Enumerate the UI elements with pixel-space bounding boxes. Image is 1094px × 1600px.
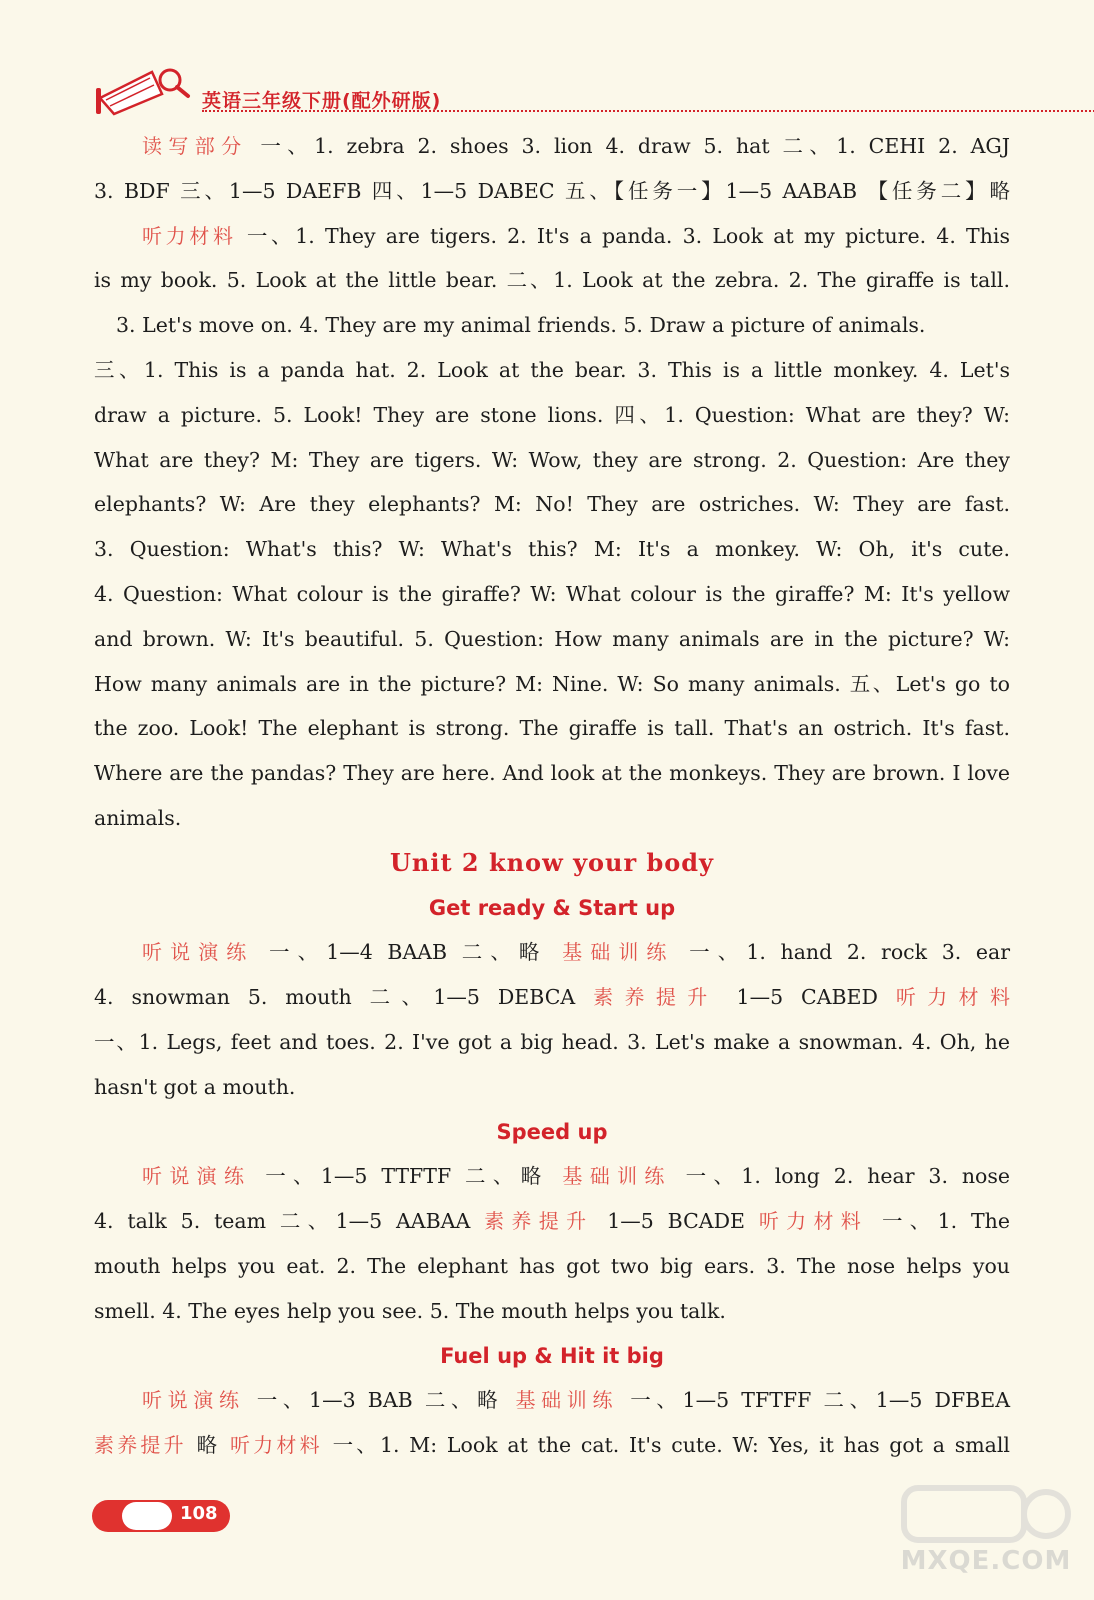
- footer-logo-icon: [122, 1502, 172, 1530]
- section-label: 听力材料: [230, 1433, 323, 1458]
- section-title: Get ready & Start up: [428, 895, 676, 920]
- text-line: [94, 1378, 1010, 1423]
- text-line: [94, 1154, 1010, 1199]
- text-line: [94, 1020, 1010, 1065]
- text-line: [94, 1244, 1010, 1289]
- answer-text: 略: [186, 1433, 231, 1458]
- answer-key-body: [94, 124, 1010, 1468]
- answer-text: 一、1—5 TTFTF 二、略: [251, 1164, 563, 1189]
- answer-text: 4. talk 5. team 二、1—5 AABAA: [94, 1209, 485, 1234]
- text-line: [94, 303, 1010, 348]
- answer-text: 一、1. They are tigers. 2. It's a panda. 3. Look at my picture. 4. This: [236, 223, 1011, 248]
- section-label: 素养提升: [94, 1433, 187, 1458]
- book-magnifier-logo-icon: [92, 58, 202, 118]
- answer-text: hasn't got a mouth.: [94, 1074, 296, 1099]
- section-label: 素养提升: [484, 1209, 594, 1234]
- text-line: [94, 617, 1010, 662]
- book-title: 英语三年级下册(配外研版): [202, 90, 442, 112]
- text-line: [94, 258, 1010, 303]
- page-number: 108: [180, 1503, 218, 1524]
- answer-text: 一、1. The: [868, 1209, 1010, 1234]
- header-dotted-rule: [202, 110, 1094, 112]
- section-label: 听说演练: [142, 1388, 245, 1413]
- answer-text: draw a picture. 5. Look! They are stone lions. 四、1. Question: What are they? W:: [94, 402, 1010, 427]
- section-label: 读写部分: [142, 134, 248, 158]
- answer-text: 3. Question: What's this? W: What's this? M: It's a monkey. W: Oh, it's cute.: [94, 537, 1010, 562]
- answer-text: 一、1. zebra 2. shoes 3. lion 4. draw 5. hat 二、1. CEHI 2. AGJ: [247, 134, 1010, 158]
- answer-text: Where are the pandas? They are here. And look at the monkeys. They are brown. I love: [94, 761, 1010, 786]
- page-header: [92, 58, 1022, 128]
- section-label: 基础训练: [562, 1164, 672, 1189]
- answer-text: animals.: [94, 805, 182, 830]
- answer-text: elephants? W: Are they elephants? M: No! They are ostriches. W: They are fast.: [94, 492, 1010, 517]
- answer-text: 一、1—4 BAAB 二、略: [254, 940, 563, 965]
- answer-text: and brown. W: It's beautiful. 5. Question: How many animals are in the picture? W:: [94, 626, 1010, 651]
- section-title: Fuel up & Hit it big: [440, 1343, 664, 1368]
- text-line: [94, 527, 1010, 572]
- text-line: [94, 124, 1010, 169]
- answer-text: 1—5 CABED: [718, 985, 896, 1010]
- answer-text: 一、1—3 BAB 二、略: [244, 1388, 516, 1413]
- answer-text: 4. Question: What colour is the giraffe? W: What colour is the giraffe? M: It's yellow: [94, 581, 1010, 606]
- unit-title: Unit 2 know your body: [389, 847, 714, 877]
- answer-text: 一、1. Legs, feet and toes. 2. I've got a big head. 3. Let's make a snowman. 4. Oh, he: [94, 1029, 1010, 1054]
- text-line: [94, 572, 1010, 617]
- text-line: [94, 1065, 1010, 1110]
- answer-text: What are they? M: They are tigers. W: Wow, they are strong. 2. Question: Are they: [94, 447, 1010, 472]
- answer-text: smell. 4. The eyes help you see. 5. The mouth helps you talk.: [94, 1298, 726, 1323]
- section-label: 基础训练: [562, 940, 675, 965]
- answer-text: 3. Let's move on. 4. They are my animal friends. 5. Draw a picture of animals.: [116, 313, 926, 338]
- section-label: 听力材料: [142, 223, 237, 248]
- watermark-logo-icon: [898, 1482, 1074, 1546]
- section-label: 听说演练: [142, 940, 255, 965]
- answer-text: 三、1. This is a panda hat. 2. Look at the bear. 3. This is a little monkey. 4. Let's: [94, 357, 1010, 382]
- answer-text: 一、1—5 TFTFF 二、1—5 DFBEA: [618, 1388, 1011, 1413]
- text-line: [94, 1199, 1010, 1244]
- answer-text: the zoo. Look! The elephant is strong. The giraffe is tall. That's an ostrich. It's fast.: [94, 716, 1010, 741]
- answer-text: is my book. 5. Look at the little bear. 二、1. Look at the zebra. 2. The giraffe is tall.: [94, 268, 1010, 293]
- text-line: [94, 1423, 1010, 1468]
- text-line: [94, 438, 1010, 483]
- text-line: [94, 930, 1010, 975]
- section-label: 听说演练: [142, 1164, 252, 1189]
- answer-text: 4. snowman 5. mouth 二、1—5 DEBCA: [94, 985, 594, 1010]
- answer-text: 3. BDF 三、1—5 DAEFB 四、1—5 DABEC 五、【任务一】1—5 AABAB 【任务二】略: [94, 178, 1010, 203]
- watermark-text: MXQE.COM: [900, 1546, 1072, 1576]
- text-line: [94, 169, 1010, 214]
- text-line: [94, 662, 1010, 707]
- answer-text: 1—5 BCADE: [593, 1209, 759, 1234]
- answer-text: How many animals are in the picture? M: Nine. W: So many animals. 五、Let's go to: [94, 671, 1010, 696]
- text-line: [94, 706, 1010, 751]
- answer-text: 一、1. M: Look at the cat. It's cute. W: Yes, it has got a small: [322, 1433, 1010, 1458]
- section-label: 基础训练: [515, 1388, 619, 1413]
- section-label: 听力材料: [758, 1209, 869, 1234]
- page-footer: [92, 1498, 232, 1534]
- text-line: [94, 1289, 1010, 1334]
- answer-text: 一、1. long 2. hear 3. nose: [671, 1164, 1011, 1189]
- text-line: [94, 751, 1010, 796]
- text-line: [94, 796, 1010, 841]
- section-label: 听力材料: [895, 985, 1011, 1010]
- text-line: [94, 393, 1010, 438]
- text-line: [94, 975, 1010, 1020]
- section-label: 素养提升: [593, 985, 719, 1010]
- section-title: Speed up: [496, 1119, 608, 1144]
- text-line: [94, 482, 1010, 527]
- answer-text: 一、1. hand 2. rock 3. ear: [674, 940, 1011, 965]
- site-watermark: [898, 1482, 1074, 1594]
- answer-text: mouth helps you eat. 2. The elephant has got two big ears. 3. The nose helps you: [94, 1253, 1010, 1278]
- text-line: [94, 348, 1010, 393]
- text-line: [94, 214, 1010, 259]
